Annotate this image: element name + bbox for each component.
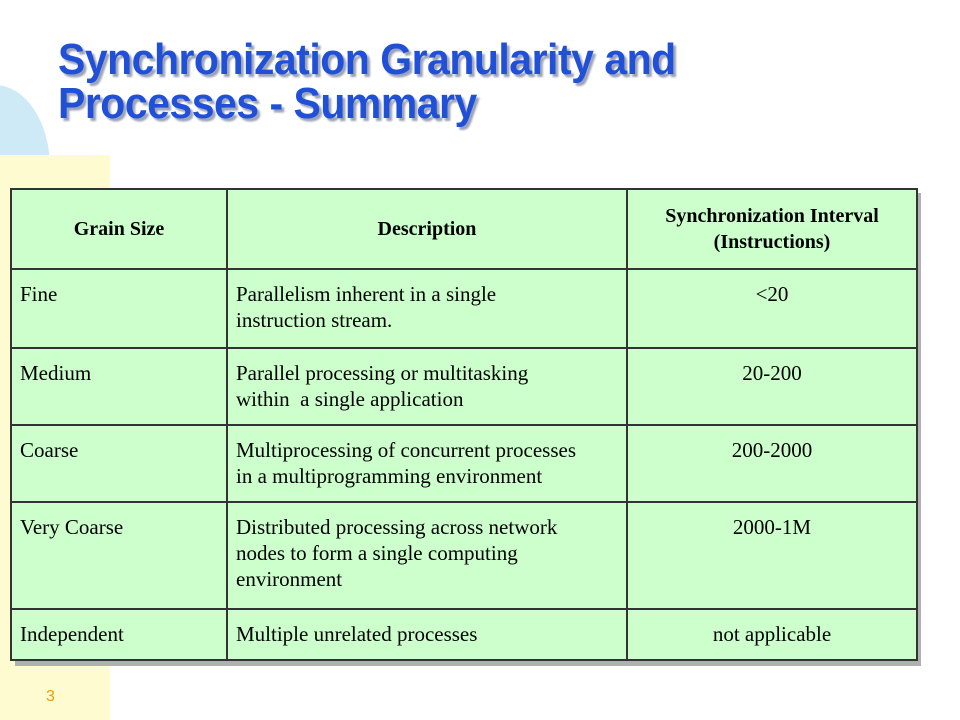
cell-description-line: environment [236,567,343,591]
cell-description-line: in a multiprogramming environment [236,464,543,488]
cell-sync-interval: <20 [627,269,917,348]
header-description: Description [227,189,627,269]
cell-grain-size: Very Coarse [11,502,227,609]
granularity-table [10,188,918,661]
cell-sync-interval: 200-2000 [627,425,917,502]
cell-sync-interval: not applicable [627,609,917,660]
cell-description-line: within a single application [236,387,464,411]
cell-description-line: instruction stream. [236,308,393,332]
header-sync-interval-line-2: (Instructions) [713,231,831,253]
cell-grain-size: Independent [11,609,227,660]
slide-title-line-2: Processes - Summary [58,79,477,128]
summary-table-container [10,188,916,661]
cell-description [227,425,627,502]
table-header-row [11,189,917,269]
cell-description-line: Parallelism inherent in a single [236,282,497,306]
cell-description-line: Multiprocessing of concurrent processes [236,438,576,462]
table-row [11,609,917,660]
cell-description [227,502,627,609]
table-row [11,348,917,425]
table-row [11,502,917,609]
cell-description-line: nodes to form a single computing [236,541,518,565]
cell-description-line: Multiple unrelated processes [236,622,478,646]
cell-description-line: Parallel processing or multitasking [236,361,529,385]
slide-title [58,35,676,128]
slide-title-line-1: Synchronization Granularity and [58,35,676,84]
header-sync-interval [627,189,917,269]
slide-number: 3 [46,688,55,705]
header-grain-size: Grain Size [11,189,227,269]
cell-description [227,348,627,425]
cell-grain-size: Medium [11,348,227,425]
cell-sync-interval: 20-200 [627,348,917,425]
cell-description [227,269,627,348]
cell-sync-interval: 2000-1M [627,502,917,609]
cell-description [227,609,627,660]
header-sync-interval-line-1: Synchronization Interval [665,205,879,227]
cell-grain-size: Coarse [11,425,227,502]
table-row [11,425,917,502]
cell-grain-size: Fine [11,269,227,348]
decorative-strip [0,160,10,660]
table-row [11,269,917,348]
cell-description-line: Distributed processing across network [236,515,558,539]
